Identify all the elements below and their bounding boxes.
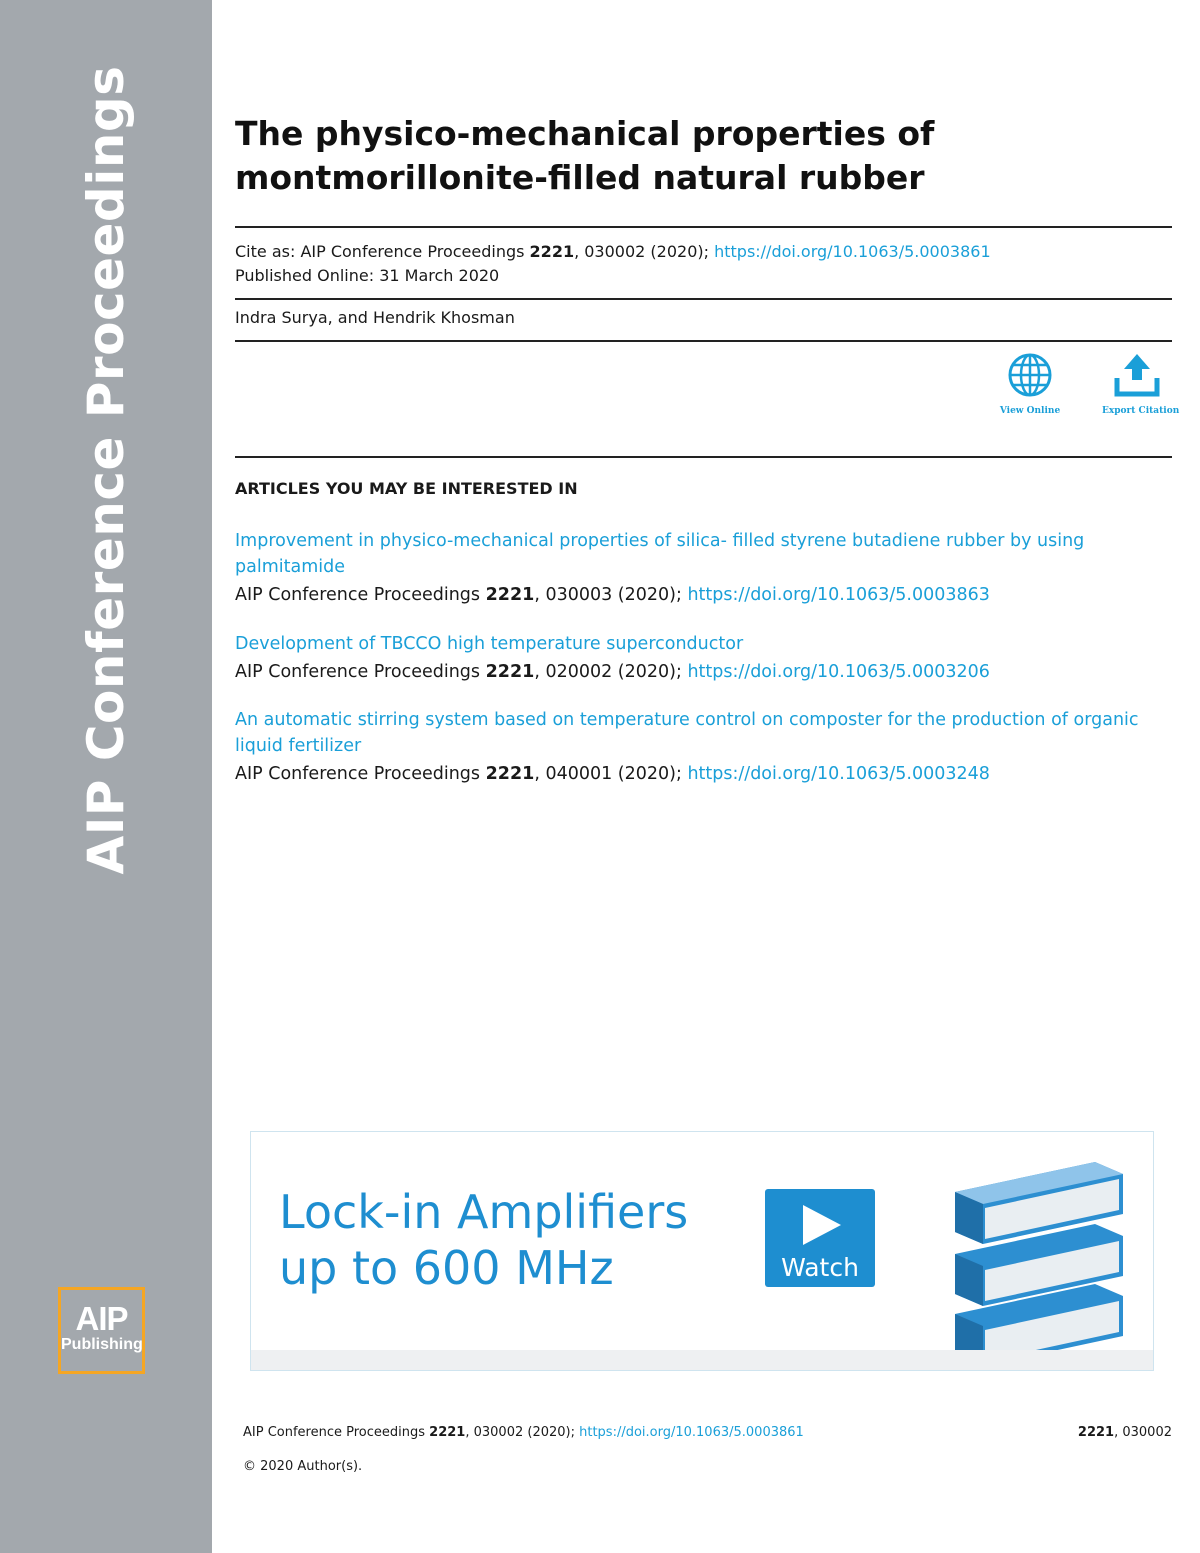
related-articles-heading: ARTICLES YOU MAY BE INTERESTED IN (235, 479, 578, 498)
doi-link[interactable]: https://doi.org/10.1063/5.0003206 (687, 662, 990, 682)
doi-link[interactable]: https://doi.org/10.1063/5.0003861 (714, 242, 991, 261)
aip-publishing-logo[interactable] (58, 1287, 145, 1374)
cite-rest: , 030002 (2020); (465, 1425, 580, 1440)
cite-volume: 2221 (485, 764, 535, 784)
export-citation-label: Export Citation (1102, 406, 1180, 416)
ad-bottom-strip (251, 1350, 1153, 1370)
watch-label: Watch (781, 1253, 859, 1282)
related-article-title[interactable]: Improvement in physico-mechanical properties of silica- filled styrene butadiene rubber by using palmitamide (235, 531, 1085, 577)
play-icon (803, 1205, 841, 1245)
journal-name: AIP Conference Proceedings (77, 65, 135, 875)
doi-link[interactable]: https://doi.org/10.1063/5.0003863 (687, 585, 990, 605)
logo-text-aip: AIP (75, 1300, 128, 1337)
published-date: Published Online: 31 March 2020 (235, 266, 500, 285)
related-article-title[interactable]: An automatic stirring system based on temperature control on composter for the production of organic liquid fertilizer (235, 710, 1139, 756)
article-title: The physico-mechanical properties of montmorillonite-filled natural rubber (235, 114, 935, 197)
cite-prefix: AIP Conference Proceedings (235, 764, 486, 784)
related-article (235, 631, 1172, 685)
sidebar (0, 0, 212, 1553)
doi-link[interactable]: https://doi.org/10.1063/5.0003861 (579, 1425, 804, 1440)
related-article-title[interactable]: Development of TBCCO high temperature superconductor (235, 634, 744, 654)
copyright: © 2020 Author(s). (243, 1459, 363, 1474)
advertisement-banner[interactable] (250, 1131, 1154, 1371)
divider (235, 298, 1172, 300)
related-article-citation (235, 761, 1172, 787)
cite-volume: 2221 (529, 242, 575, 261)
divider (235, 340, 1172, 342)
view-online-button[interactable] (995, 352, 1065, 416)
ad-headline-line: up to 600 MHz (279, 1241, 614, 1295)
cite-prefix: AIP Conference Proceedings (243, 1425, 430, 1440)
footer-citation (243, 1424, 804, 1442)
lock-in-amplifier-image (945, 1144, 1145, 1354)
cite-prefix: AIP Conference Proceedings (235, 662, 486, 682)
related-article-citation (235, 582, 1172, 608)
export-citation-button[interactable] (1102, 352, 1180, 416)
cite-rest: , 040001 (2020); (534, 764, 688, 784)
cite-volume: 2221 (429, 1425, 466, 1440)
citation-line (235, 240, 991, 264)
related-article (235, 707, 1172, 787)
footer-page-number (1078, 1424, 1172, 1442)
cite-volume: 2221 (485, 585, 535, 605)
export-icon (1112, 352, 1162, 398)
related-article (235, 528, 1172, 608)
cite-rest: , 030002 (2020); (574, 242, 715, 261)
cite-volume: 2221 (485, 662, 535, 682)
divider (235, 226, 1172, 228)
divider (235, 456, 1172, 458)
cite-prefix: AIP Conference Proceedings (235, 585, 486, 605)
ad-headline (279, 1184, 688, 1296)
cite-rest: , 030003 (2020); (534, 585, 688, 605)
cite-rest: , 020002 (2020); (534, 662, 688, 682)
page-rest: , 030002 (1114, 1425, 1172, 1440)
logo-text-publishing: Publishing (61, 1336, 143, 1353)
cite-prefix: Cite as: AIP Conference Proceedings (235, 242, 530, 261)
doi-link[interactable]: https://doi.org/10.1063/5.0003248 (687, 764, 990, 784)
page-volume: 2221 (1077, 1425, 1115, 1440)
view-online-label: View Online (999, 406, 1061, 416)
watch-button[interactable] (765, 1189, 875, 1287)
related-article-citation (235, 659, 1172, 685)
authors: Indra Surya, and Hendrik Khosman (235, 308, 515, 327)
globe-icon (1007, 352, 1053, 398)
ad-headline-line: Lock-in Amplifiers (279, 1185, 689, 1239)
